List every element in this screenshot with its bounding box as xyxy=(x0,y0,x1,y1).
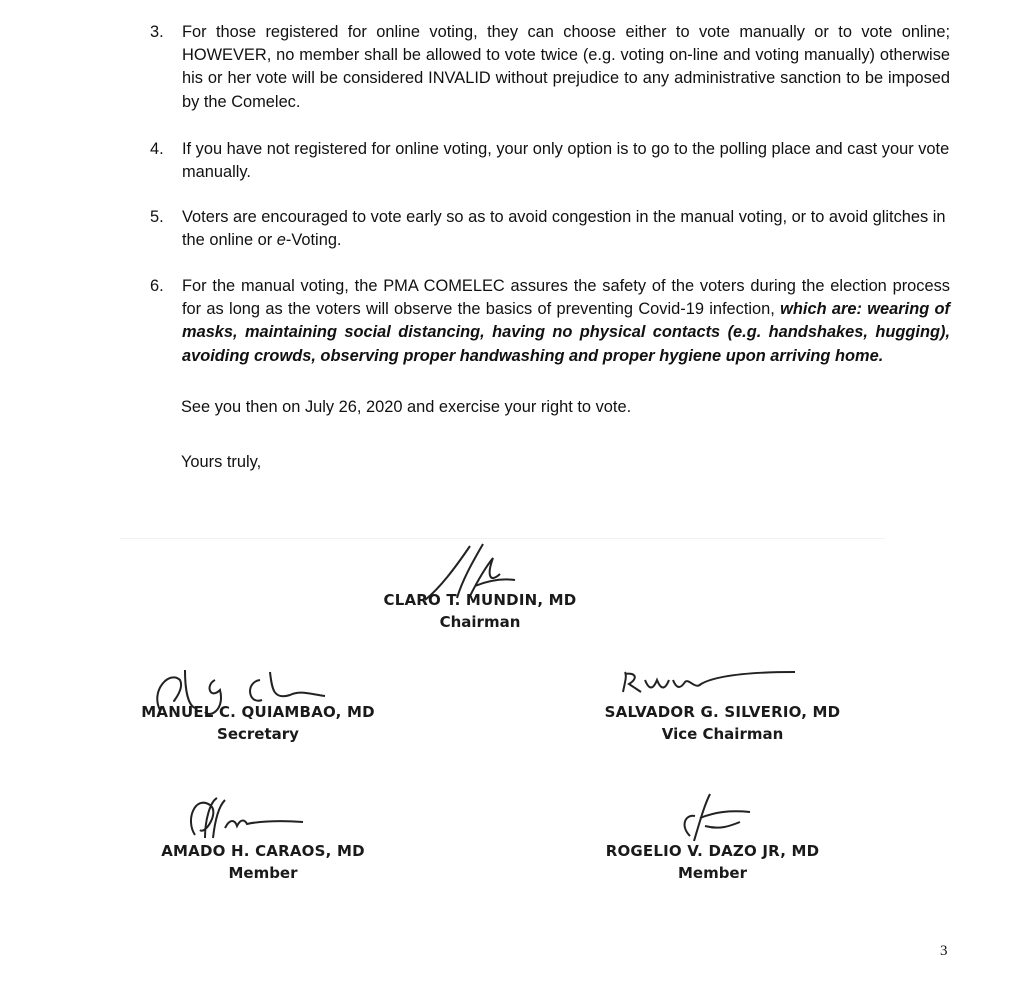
signatory-name: AMADO H. CARAOS, MD xyxy=(161,842,365,860)
signatory-secretary xyxy=(128,701,388,745)
item-number: 6. xyxy=(150,277,164,295)
item-text: For those registered for online voting, they can choose either to vote manually or to vote online; HOWEVER, no member shall be allowed to vote twice (e.g. voting on-line and voting manually) otherwise his or her vote will be considered INVALID without prejudice to any administrative sanction to be imposed by the Comelec. xyxy=(182,23,950,111)
member-2-signature xyxy=(660,786,760,846)
list-item-4 xyxy=(150,138,950,184)
list-item-5 xyxy=(150,206,950,252)
signatory-name: ROGELIO V. DAZO JR, MD xyxy=(605,842,820,860)
salutation: Yours truly, xyxy=(181,453,262,471)
signatory-role: Member xyxy=(677,864,748,882)
signatory-vice-chairman xyxy=(590,701,855,745)
signatory-role: Secretary xyxy=(217,725,299,743)
item-text xyxy=(182,275,950,368)
item-text xyxy=(182,206,950,252)
item-number: 3. xyxy=(150,23,164,41)
signatory-role: Chairman xyxy=(439,613,521,631)
vice-chairman-signature xyxy=(615,662,805,702)
list-item-6 xyxy=(150,275,950,368)
item-text-part: For the manual voting, the PMA COMELEC assures the safety of the voters during the election process for as long as the voters will observe the basics of preventing Covid-19 infection, xyxy=(182,277,950,319)
signatory-name: MANUEL C. QUIAMBAO, MD xyxy=(141,703,375,721)
closing-line: See you then on July 26, 2020 and exercise your right to vote. xyxy=(181,398,632,416)
item-text-part: Voters are encouraged to vote early so as to avoid congestion in the manual voting, or to avoid glitches in the online or xyxy=(182,208,946,250)
item-text-bold: which are: wearing of masks, maintaining social distancing, having no physical contacts (e.g. handshakes, hugging), avoiding crowds, observing proper handwashing and proper hygiene upon arriving home. xyxy=(182,300,950,365)
signatory-role: Vice Chairman xyxy=(661,725,784,743)
signatory-member-2 xyxy=(595,840,830,884)
page-number: 3 xyxy=(940,943,948,959)
signatory-chairman xyxy=(370,589,590,633)
item-text-italic: e xyxy=(276,231,286,250)
signatory-role: Member xyxy=(228,864,298,882)
signatory-name: SALVADOR G. SILVERIO, MD xyxy=(604,703,841,721)
item-number: 4. xyxy=(150,140,164,158)
item-text-part: -Voting. xyxy=(285,231,342,250)
list-item-3 xyxy=(150,21,950,114)
signatory-member-1 xyxy=(148,840,378,884)
item-number: 5. xyxy=(150,208,164,226)
item-text: If you have not registered for online voting, your only option is to go to the polling place and cast your vote manually. xyxy=(182,140,950,182)
signatory-name: CLARO T. MUNDIN, MD xyxy=(383,591,577,609)
